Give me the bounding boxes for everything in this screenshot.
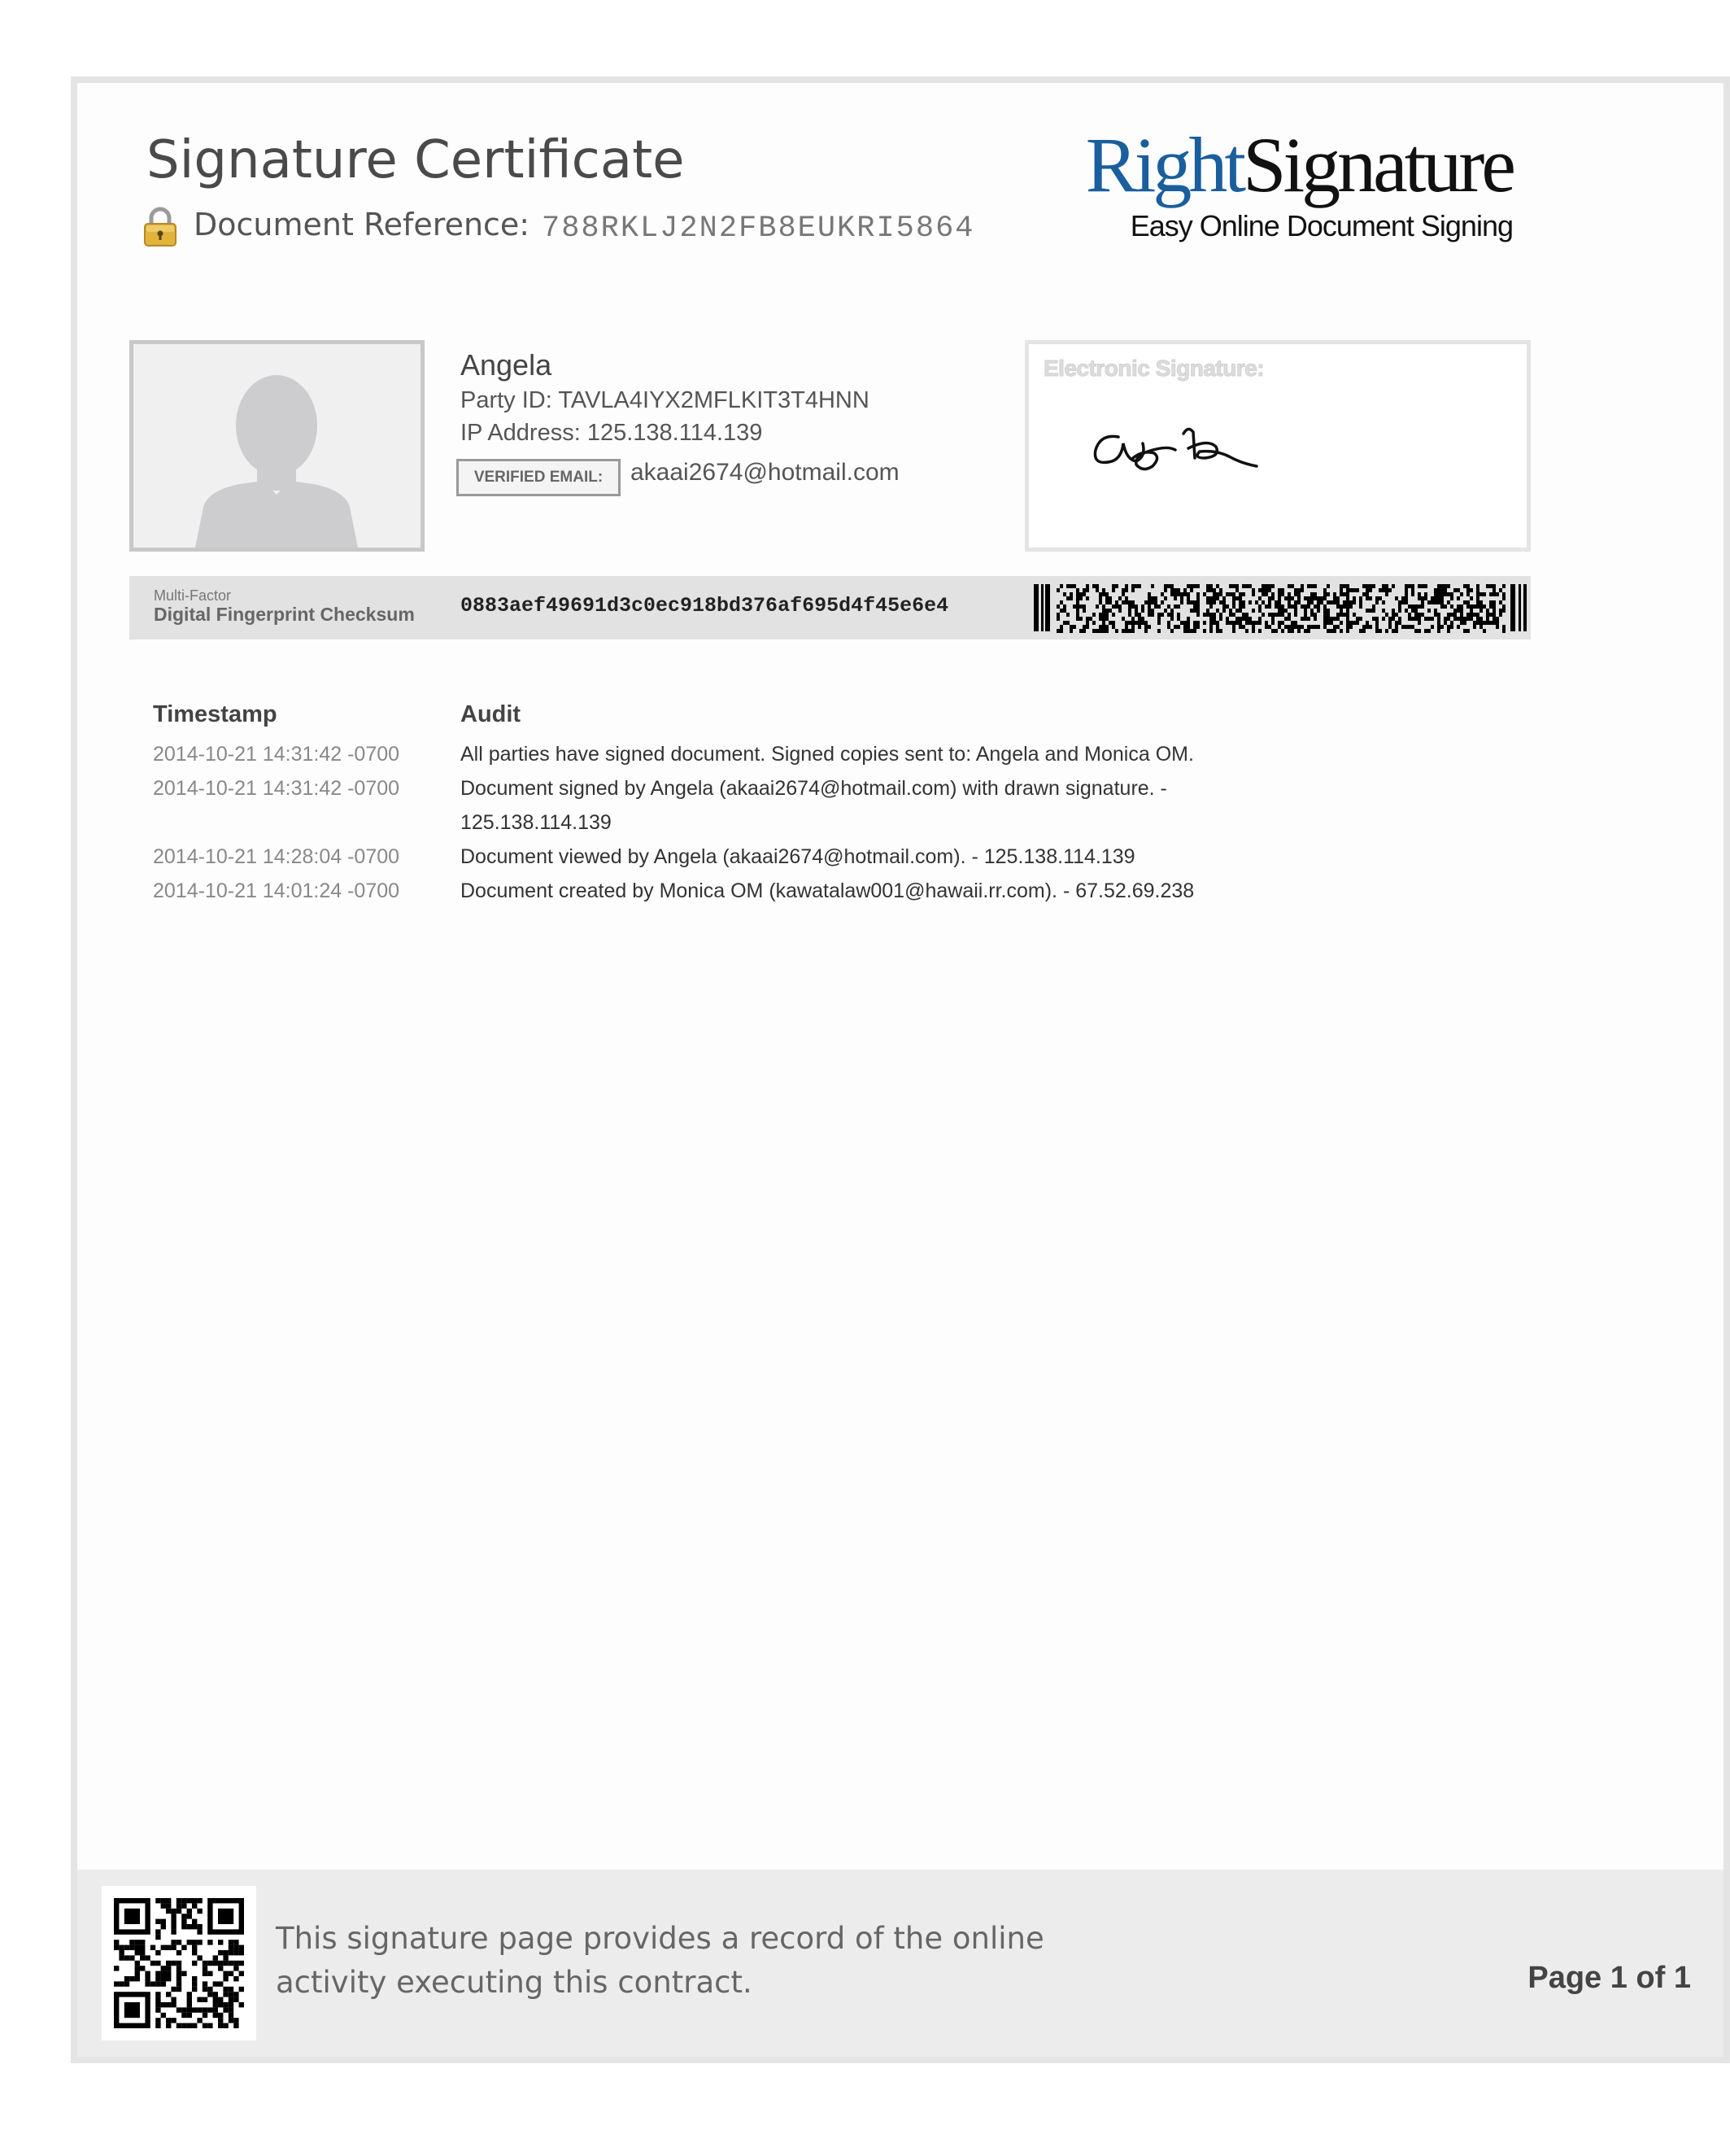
handwritten-signature-icon <box>1086 409 1297 491</box>
page-title: Signature Certificate <box>146 130 685 190</box>
signer-name: Angela <box>460 348 552 382</box>
timestamp-column-header: Timestamp <box>153 701 277 727</box>
audit-entry: Document created by Monica OM (kawatalaw001@hawaii.rr.com). - 67.52.69.238 <box>460 879 1195 902</box>
audit-timestamp: 2014-10-21 14:31:42 -0700 <box>153 743 400 766</box>
audit-timestamp: 2014-10-21 14:01:24 -0700 <box>153 879 400 902</box>
audit-entry: All parties have signed document. Signed copies sent to: Angela and Monica OM. <box>460 743 1194 766</box>
logo-right-text: Right <box>1085 121 1244 208</box>
logo-tagline: Easy Online Document Signing <box>1130 209 1513 242</box>
verified-email-badge: VERIFIED EMAIL: <box>456 459 621 496</box>
barcode-icon <box>1034 584 1527 631</box>
logo-signature-text: Signature <box>1243 121 1513 208</box>
footer <box>77 1870 1723 2057</box>
page-number: Page 1 of 1 <box>1527 1961 1691 1995</box>
qr-code-icon <box>102 1886 256 2040</box>
logo-wordmark <box>1085 121 1513 208</box>
document-reference <box>143 203 1201 252</box>
user-silhouette-icon <box>133 344 421 548</box>
audit-row <box>153 771 1536 840</box>
rightsignature-logo <box>1057 121 1521 256</box>
checksum-value: 0883aef49691d3c0ec918bd376af695d4f45e6e4 <box>460 594 949 618</box>
audit-row <box>153 737 1536 771</box>
audit-row <box>153 874 1536 908</box>
lock-icon <box>143 207 177 247</box>
electronic-signature-box <box>1025 340 1531 552</box>
multi-factor-label: Multi-Factor <box>154 587 232 604</box>
document-reference-value: 788RKLJ2N2FB8EUKRI5864 <box>542 212 975 246</box>
audit-timestamp: 2014-10-21 14:28:04 -0700 <box>153 845 400 868</box>
signer-ip-address: IP Address: 125.138.114.139 <box>460 420 763 446</box>
avatar <box>129 340 425 552</box>
signer-email: akaai2674@hotmail.com <box>630 459 900 486</box>
fingerprint-checksum-label: Digital Fingerprint Checksum <box>154 604 415 625</box>
audit-timestamp: 2014-10-21 14:31:42 -0700 <box>153 777 400 800</box>
signer-party-id: Party ID: TAVLA4IYX2MFLKIT3T4HNN <box>460 387 869 413</box>
audit-row <box>153 840 1536 874</box>
document-reference-label: Document Reference: <box>194 207 530 242</box>
audit-entry: Document viewed by Angela (akaai2674@hotmail.com). - 125.138.114.139 <box>460 845 1135 868</box>
electronic-signature-label: Electronic Signature: <box>1044 356 1265 381</box>
audit-trail <box>153 737 1536 908</box>
checksum-bar <box>129 576 1531 639</box>
audit-entry: Document signed by Angela (akaai2674@hotmail.com) with drawn signature. - 125.138.114.139 <box>460 777 1167 834</box>
audit-column-header: Audit <box>460 701 521 727</box>
footer-description: This signature page provides a record of the online activity executing this contract. <box>276 1921 1044 2000</box>
